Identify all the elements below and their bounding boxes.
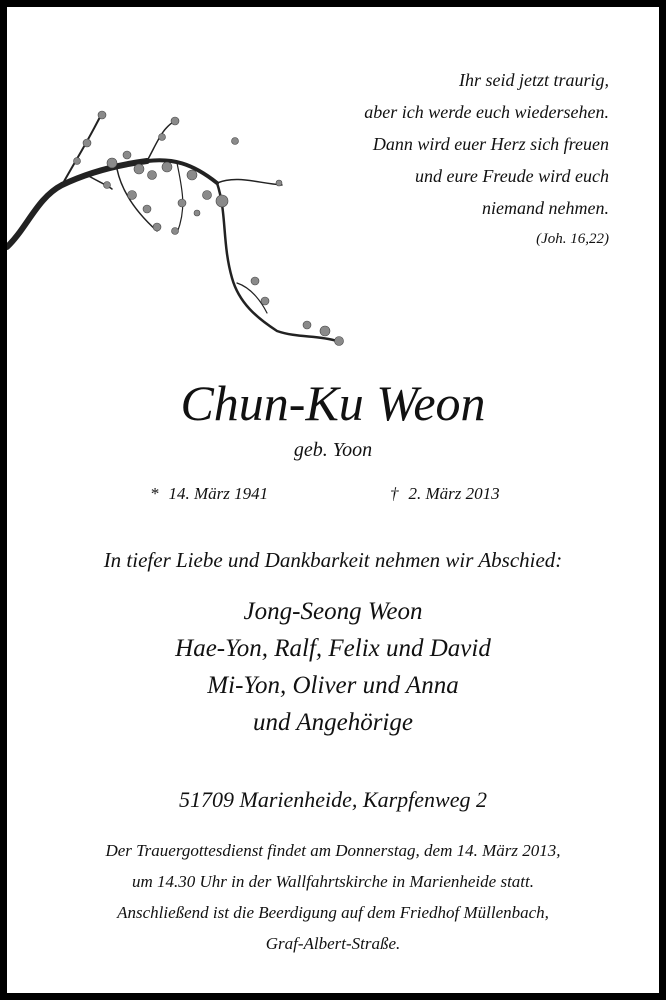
quote-line: und eure Freude wird euch [415, 166, 609, 186]
death-date-group [390, 481, 500, 507]
quote-reference: (Joh. 16,22) [536, 231, 609, 247]
service-info [7, 835, 659, 959]
service-line: Der Trauergottesdienst findet am Donnerstag, dem 14. März 2013, [105, 841, 561, 860]
quote-line: Dann wird euer Herz sich freuen [372, 134, 609, 154]
death-date: 2. März 2013 [408, 484, 500, 503]
address: 51709 Marienheide, Karpfenweg 2 [179, 787, 487, 812]
family-member: und Angehörige [253, 709, 413, 736]
family-member: Mi-Yon, Oliver und Anna [207, 672, 459, 699]
farewell-text: In tiefer Liebe und Dankbarkeit nehmen wir Abschied: [103, 548, 563, 572]
birth-date-group [150, 481, 268, 507]
quote-line: Ihr seid jetzt traurig, [458, 70, 609, 90]
family-list [7, 593, 659, 741]
birth-date: 14. März 1941 [168, 484, 269, 503]
service-line: Graf-Albert-Straße. [265, 934, 401, 953]
birth-star-icon: * [150, 484, 159, 503]
family-member: Jong-Seong Weon [243, 598, 423, 625]
family-member: Hae-Yon, Ralf, Felix und David [175, 635, 491, 662]
quote-line: aber ich werde euch wiedersehen. [364, 102, 609, 122]
service-line: um 14.30 Uhr in der Wallfahrtskirche in Marienheide statt. [132, 872, 534, 891]
bible-quote [269, 64, 609, 254]
death-cross-icon: † [390, 484, 399, 503]
birth-name: geb. Yoon [293, 439, 373, 461]
deceased-name: Chun-Ku Weon [180, 375, 486, 431]
service-line: Anschließend ist die Beerdigung auf dem Friedhof Müllenbach, [117, 903, 549, 922]
quote-line: niemand nehmen. [482, 198, 609, 218]
